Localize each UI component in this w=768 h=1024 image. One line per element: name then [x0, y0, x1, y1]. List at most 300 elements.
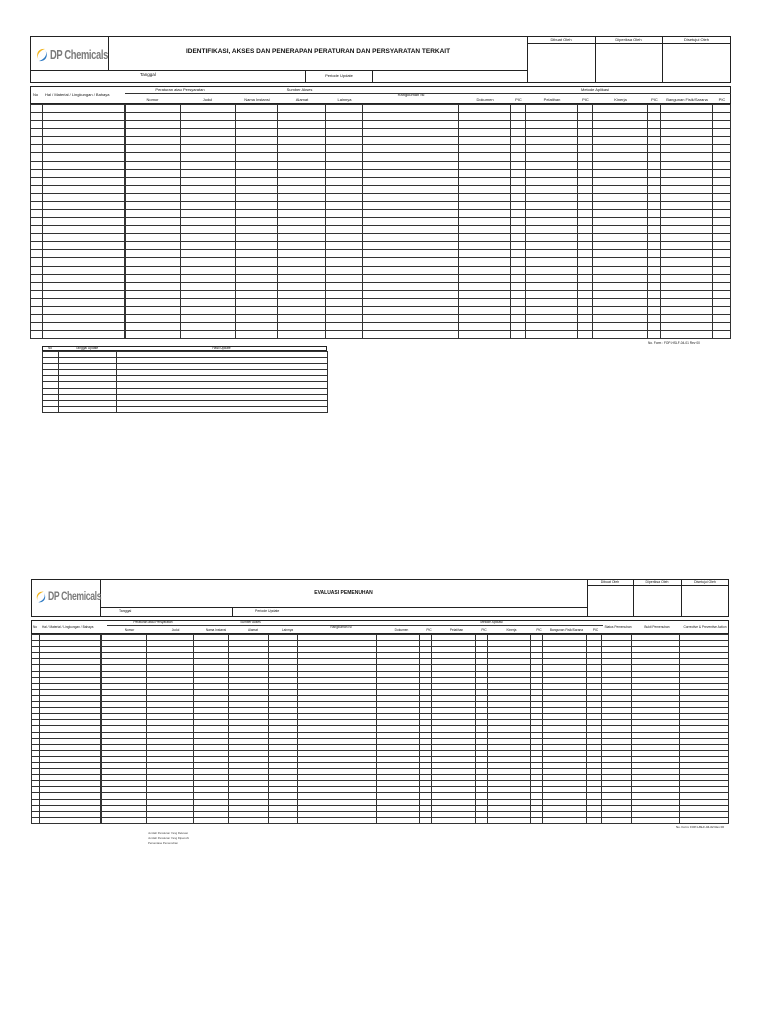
form1-table-cell[interactable]: [43, 306, 125, 314]
form1-table-cell[interactable]: [525, 121, 577, 129]
form1-table-cell[interactable]: [458, 226, 510, 234]
form1-table-cell[interactable]: [278, 266, 326, 274]
form1-table-cell[interactable]: [660, 201, 712, 209]
form1-table-cell[interactable]: [31, 177, 43, 185]
form1-table-cell[interactable]: [647, 210, 660, 218]
form2-table-cell[interactable]: [298, 817, 377, 823]
form1-table-cell[interactable]: [525, 193, 577, 201]
form1-table-cell[interactable]: [278, 145, 326, 153]
form1-table-cell[interactable]: [126, 177, 181, 185]
form1-table-cell[interactable]: [525, 250, 577, 258]
form1-table-cell[interactable]: [577, 331, 592, 339]
form1-table-cell[interactable]: [278, 306, 326, 314]
form1-table-cell[interactable]: [510, 185, 525, 193]
form1-table-cell[interactable]: [181, 193, 236, 201]
form1-table-cell[interactable]: [31, 210, 43, 218]
form1-table-cell[interactable]: [31, 201, 43, 209]
form1-table-cell[interactable]: [363, 258, 458, 266]
form1-table-cell[interactable]: [577, 258, 592, 266]
form1-table-cell[interactable]: [592, 242, 647, 250]
form1-table-cell[interactable]: [577, 315, 592, 323]
form1-table-cell[interactable]: [278, 161, 326, 169]
form1-table-cell[interactable]: [278, 201, 326, 209]
form1-table-cell[interactable]: [660, 210, 712, 218]
form1-table-cell[interactable]: [660, 242, 712, 250]
form1-table-cell[interactable]: [660, 161, 712, 169]
form1-table-cell[interactable]: [510, 137, 525, 145]
form1-table-cell[interactable]: [181, 129, 236, 137]
form1-table-cell[interactable]: [43, 193, 125, 201]
form1-table-cell[interactable]: [458, 201, 510, 209]
form1-table-cell[interactable]: [43, 282, 125, 290]
form1-table-cell[interactable]: [525, 331, 577, 339]
form1-table-cell[interactable]: [181, 226, 236, 234]
form1-table-cell[interactable]: [126, 161, 181, 169]
form1-table-cell[interactable]: [126, 250, 181, 258]
form1-table-cell[interactable]: [278, 129, 326, 137]
form1-table-cell[interactable]: [181, 290, 236, 298]
form1-table-cell[interactable]: [647, 129, 660, 137]
form1-table-cell[interactable]: [31, 323, 43, 331]
form2-table-cell[interactable]: [432, 817, 475, 823]
form1-table-cell[interactable]: [577, 105, 592, 113]
form1-table-cell[interactable]: [647, 282, 660, 290]
form1-table-cell[interactable]: [126, 185, 181, 193]
form1-table-cell[interactable]: [126, 105, 181, 113]
form1-table-cell[interactable]: [458, 169, 510, 177]
form1-table-cell[interactable]: [326, 121, 363, 129]
form1-table-cell[interactable]: [647, 234, 660, 242]
form1-table-cell[interactable]: [278, 226, 326, 234]
form1-table-cell[interactable]: [592, 315, 647, 323]
form1-table-cell[interactable]: [181, 250, 236, 258]
form2-table-cell[interactable]: [601, 817, 631, 823]
form1-table-cell[interactable]: [363, 129, 458, 137]
form1-table-cell[interactable]: [510, 193, 525, 201]
form1-table-cell[interactable]: [577, 210, 592, 218]
form1-table-cell[interactable]: [510, 315, 525, 323]
form1-table-cell[interactable]: [43, 185, 125, 193]
form1-table-cell[interactable]: [712, 226, 730, 234]
form1-table-cell[interactable]: [126, 169, 181, 177]
form1-table-cell[interactable]: [510, 145, 525, 153]
form1-table-cell[interactable]: [31, 274, 43, 282]
form1-table-cell[interactable]: [660, 250, 712, 258]
form1-table-cell[interactable]: [31, 129, 43, 137]
form1-table-cell[interactable]: [181, 266, 236, 274]
form1-table-cell[interactable]: [278, 250, 326, 258]
form1-table-cell[interactable]: [458, 137, 510, 145]
form1-table-cell[interactable]: [326, 210, 363, 218]
form1-table-cell[interactable]: [510, 242, 525, 250]
form1-table-cell[interactable]: [126, 323, 181, 331]
form1-table-cell[interactable]: [525, 210, 577, 218]
form1-table-cell[interactable]: [592, 113, 647, 121]
form1-table-cell[interactable]: [31, 234, 43, 242]
form1-table-cell[interactable]: [236, 121, 278, 129]
form1-table-cell[interactable]: [236, 234, 278, 242]
form1-table-cell[interactable]: [43, 169, 125, 177]
form1-table-cell[interactable]: [363, 290, 458, 298]
form1-table-cell[interactable]: [647, 145, 660, 153]
form1-table-cell[interactable]: [592, 250, 647, 258]
form1-table-cell[interactable]: [647, 121, 660, 129]
form1-table-cell[interactable]: [181, 145, 236, 153]
form1-table-cell[interactable]: [458, 185, 510, 193]
form1-table-cell[interactable]: [577, 129, 592, 137]
form1-table-cell[interactable]: [525, 282, 577, 290]
form1-table-cell[interactable]: [458, 331, 510, 339]
form1-table-cell[interactable]: [577, 177, 592, 185]
form1-table-cell[interactable]: [43, 153, 125, 161]
form1-table-cell[interactable]: [326, 177, 363, 185]
form1-table-cell[interactable]: [236, 129, 278, 137]
form1-table-cell[interactable]: [326, 161, 363, 169]
form1-table-cell[interactable]: [363, 193, 458, 201]
form1-table-cell[interactable]: [363, 274, 458, 282]
form1-table-cell[interactable]: [236, 105, 278, 113]
form1-table-cell[interactable]: [126, 306, 181, 314]
form1-table-cell[interactable]: [236, 258, 278, 266]
form1-table-cell[interactable]: [181, 185, 236, 193]
form1-table-cell[interactable]: [126, 193, 181, 201]
form1-table-cell[interactable]: [458, 105, 510, 113]
form1-table-cell[interactable]: [592, 274, 647, 282]
form1-table-cell[interactable]: [510, 290, 525, 298]
form1-table-cell[interactable]: [712, 161, 730, 169]
form1-table-cell[interactable]: [31, 242, 43, 250]
form1-table-cell[interactable]: [31, 258, 43, 266]
form1-table-cell[interactable]: [126, 258, 181, 266]
form1-table-cell[interactable]: [181, 274, 236, 282]
form1-table-cell[interactable]: [712, 129, 730, 137]
form1-table-cell[interactable]: [458, 274, 510, 282]
form1-table-cell[interactable]: [712, 258, 730, 266]
form1-table-cell[interactable]: [363, 323, 458, 331]
form1-table-cell[interactable]: [236, 210, 278, 218]
form1-table-cell[interactable]: [592, 331, 647, 339]
form1-table-cell[interactable]: [458, 145, 510, 153]
form2-table-cell[interactable]: [146, 817, 193, 823]
form1-table-cell[interactable]: [510, 121, 525, 129]
form1-table-cell[interactable]: [660, 282, 712, 290]
form1-table-cell[interactable]: [43, 105, 125, 113]
form1-table-cell[interactable]: [236, 274, 278, 282]
form1-table-cell[interactable]: [577, 145, 592, 153]
form1-table-cell[interactable]: [592, 282, 647, 290]
form1-table-cell[interactable]: [525, 290, 577, 298]
form1-table-cell[interactable]: [326, 129, 363, 137]
form1-table-cell[interactable]: [458, 218, 510, 226]
form1-table-cell[interactable]: [577, 153, 592, 161]
form1-table-cell[interactable]: [126, 266, 181, 274]
form1-table-cell[interactable]: [278, 137, 326, 145]
form1-table-cell[interactable]: [181, 306, 236, 314]
form1-table-cell[interactable]: [278, 153, 326, 161]
form1-table-cell[interactable]: [181, 234, 236, 242]
form1-table-cell[interactable]: [363, 169, 458, 177]
form1-table-cell[interactable]: [458, 298, 510, 306]
form1-table-cell[interactable]: [363, 298, 458, 306]
form1-table-cell[interactable]: [525, 306, 577, 314]
form1-table-cell[interactable]: [647, 274, 660, 282]
form1-table-cell[interactable]: [525, 218, 577, 226]
form1-table-cell[interactable]: [660, 193, 712, 201]
form1-table-cell[interactable]: [181, 258, 236, 266]
form1-table-cell[interactable]: [660, 169, 712, 177]
form1-table-cell[interactable]: [326, 201, 363, 209]
form1-table-cell[interactable]: [236, 137, 278, 145]
form1-table-cell[interactable]: [647, 185, 660, 193]
form1-table-cell[interactable]: [236, 169, 278, 177]
form1-table-cell[interactable]: [525, 274, 577, 282]
form1-table-cell[interactable]: [31, 153, 43, 161]
form1-table-cell[interactable]: [236, 185, 278, 193]
form1-table-cell[interactable]: [326, 113, 363, 121]
form1-table-cell[interactable]: [660, 185, 712, 193]
form1-table-cell[interactable]: [363, 113, 458, 121]
form1-table-cell[interactable]: [43, 298, 125, 306]
form1-table-cell[interactable]: [363, 306, 458, 314]
form1-table-cell[interactable]: [458, 250, 510, 258]
form1-table-cell[interactable]: [126, 242, 181, 250]
form1-table-cell[interactable]: [712, 274, 730, 282]
form1-table-cell[interactable]: [660, 258, 712, 266]
form1-table-cell[interactable]: [363, 331, 458, 339]
form1-table-cell[interactable]: [326, 137, 363, 145]
form1-table-cell[interactable]: [525, 258, 577, 266]
form1-table-cell[interactable]: [525, 113, 577, 121]
form1-table-cell[interactable]: [577, 121, 592, 129]
form1-table-cell[interactable]: [647, 169, 660, 177]
form1-table-cell[interactable]: [660, 315, 712, 323]
form2-table-cell[interactable]: [269, 817, 298, 823]
form1-table-cell[interactable]: [326, 193, 363, 201]
form1-table-cell[interactable]: [592, 218, 647, 226]
form1-table-cell[interactable]: [458, 193, 510, 201]
form1-table-cell[interactable]: [326, 282, 363, 290]
form1-table-cell[interactable]: [458, 315, 510, 323]
form1-table-cell[interactable]: [647, 137, 660, 145]
form1-table-cell[interactable]: [236, 145, 278, 153]
form1-table-cell[interactable]: [236, 290, 278, 298]
form1-table-cell[interactable]: [577, 266, 592, 274]
form1-table-cell[interactable]: [326, 145, 363, 153]
form1-table-cell[interactable]: [660, 306, 712, 314]
form1-table-cell[interactable]: [43, 266, 125, 274]
form1-table-cell[interactable]: [647, 331, 660, 339]
form1-table-cell[interactable]: [326, 169, 363, 177]
form1-table-cell[interactable]: [458, 282, 510, 290]
form1-table-cell[interactable]: [458, 210, 510, 218]
form1-table-cell[interactable]: [592, 121, 647, 129]
form1-table-cell[interactable]: [660, 331, 712, 339]
form1-table-cell[interactable]: [363, 250, 458, 258]
form1-table-cell[interactable]: [126, 298, 181, 306]
form1-table-cell[interactable]: [236, 282, 278, 290]
form1-table-cell[interactable]: [326, 226, 363, 234]
form1-table-cell[interactable]: [712, 210, 730, 218]
form1-table-cell[interactable]: [181, 177, 236, 185]
form1-table-cell[interactable]: [363, 315, 458, 323]
form1-table-cell[interactable]: [236, 113, 278, 121]
update-log-cell[interactable]: [43, 406, 59, 412]
form2-table-cell[interactable]: [40, 817, 101, 823]
form1-table-cell[interactable]: [181, 169, 236, 177]
form1-table-cell[interactable]: [712, 185, 730, 193]
form1-table-cell[interactable]: [712, 193, 730, 201]
form1-table-cell[interactable]: [236, 161, 278, 169]
form1-table-cell[interactable]: [326, 266, 363, 274]
form1-table-cell[interactable]: [647, 315, 660, 323]
form1-table-cell[interactable]: [363, 137, 458, 145]
form1-table-cell[interactable]: [363, 177, 458, 185]
form1-table-cell[interactable]: [525, 201, 577, 209]
form1-table-cell[interactable]: [712, 137, 730, 145]
form1-table-cell[interactable]: [43, 258, 125, 266]
form1-table-cell[interactable]: [43, 113, 125, 121]
form1-table-cell[interactable]: [458, 153, 510, 161]
form1-table-cell[interactable]: [712, 169, 730, 177]
form1-table-cell[interactable]: [326, 258, 363, 266]
form1-table-cell[interactable]: [647, 298, 660, 306]
form1-table-cell[interactable]: [712, 266, 730, 274]
form1-table-cell[interactable]: [278, 177, 326, 185]
form1-table-cell[interactable]: [43, 129, 125, 137]
form1-table-cell[interactable]: [712, 201, 730, 209]
form1-table-cell[interactable]: [647, 201, 660, 209]
form1-table-cell[interactable]: [278, 105, 326, 113]
form1-table-cell[interactable]: [660, 113, 712, 121]
form1-table-cell[interactable]: [660, 290, 712, 298]
form1-table-cell[interactable]: [510, 266, 525, 274]
form1-table-cell[interactable]: [510, 234, 525, 242]
form1-table-cell[interactable]: [647, 290, 660, 298]
form1-table-cell[interactable]: [510, 129, 525, 137]
form1-table-cell[interactable]: [525, 153, 577, 161]
form1-table-cell[interactable]: [278, 218, 326, 226]
form1-table-cell[interactable]: [660, 226, 712, 234]
form1-table-cell[interactable]: [592, 129, 647, 137]
form1-table-cell[interactable]: [458, 290, 510, 298]
form1-table-cell[interactable]: [458, 177, 510, 185]
form1-table-cell[interactable]: [525, 185, 577, 193]
form1-table-cell[interactable]: [126, 137, 181, 145]
form1-table-cell[interactable]: [525, 298, 577, 306]
form1-table-cell[interactable]: [43, 331, 125, 339]
form1-table-cell[interactable]: [592, 177, 647, 185]
form1-table-cell[interactable]: [592, 234, 647, 242]
form1-table-cell[interactable]: [278, 234, 326, 242]
form1-table-cell[interactable]: [31, 226, 43, 234]
form1-table-cell[interactable]: [31, 218, 43, 226]
form1-table-cell[interactable]: [647, 242, 660, 250]
form1-table-cell[interactable]: [31, 145, 43, 153]
form1-table-cell[interactable]: [458, 113, 510, 121]
form1-table-cell[interactable]: [712, 105, 730, 113]
form1-table-cell[interactable]: [712, 331, 730, 339]
form1-table-cell[interactable]: [525, 137, 577, 145]
form1-table-cell[interactable]: [363, 201, 458, 209]
form1-table-cell[interactable]: [236, 201, 278, 209]
form1-table-cell[interactable]: [458, 306, 510, 314]
form1-table-cell[interactable]: [510, 201, 525, 209]
form1-table-cell[interactable]: [712, 242, 730, 250]
form1-table-cell[interactable]: [712, 306, 730, 314]
form1-table-cell[interactable]: [712, 218, 730, 226]
form1-table-cell[interactable]: [236, 315, 278, 323]
form1-table-cell[interactable]: [326, 250, 363, 258]
form1-table-cell[interactable]: [647, 226, 660, 234]
form1-table-cell[interactable]: [326, 331, 363, 339]
form1-table-cell[interactable]: [577, 113, 592, 121]
form1-table-cell[interactable]: [510, 258, 525, 266]
form1-table-cell[interactable]: [577, 226, 592, 234]
form1-table-cell[interactable]: [577, 201, 592, 209]
form1-table-cell[interactable]: [181, 323, 236, 331]
form1-table-cell[interactable]: [577, 242, 592, 250]
form2-table-cell[interactable]: [475, 817, 487, 823]
form1-table-cell[interactable]: [326, 105, 363, 113]
form1-table-cell[interactable]: [278, 315, 326, 323]
form2-table-cell[interactable]: [543, 817, 586, 823]
form1-table-cell[interactable]: [278, 121, 326, 129]
form1-table-cell[interactable]: [712, 282, 730, 290]
form1-table-cell[interactable]: [181, 210, 236, 218]
form2-table-cell[interactable]: [228, 817, 268, 823]
form1-table-cell[interactable]: [525, 315, 577, 323]
form1-table-cell[interactable]: [510, 282, 525, 290]
form1-table-cell[interactable]: [525, 234, 577, 242]
form1-table-cell[interactable]: [31, 306, 43, 314]
form1-table-cell[interactable]: [181, 121, 236, 129]
form1-table-cell[interactable]: [43, 226, 125, 234]
form2-table-cell[interactable]: [194, 817, 228, 823]
form1-table-cell[interactable]: [660, 298, 712, 306]
form1-table-cell[interactable]: [43, 274, 125, 282]
form1-table-cell[interactable]: [712, 234, 730, 242]
form1-table-cell[interactable]: [647, 193, 660, 201]
form1-table-cell[interactable]: [236, 177, 278, 185]
form1-table-cell[interactable]: [181, 315, 236, 323]
form1-table-cell[interactable]: [43, 242, 125, 250]
form1-table-cell[interactable]: [31, 290, 43, 298]
form1-table-cell[interactable]: [43, 201, 125, 209]
form1-table-cell[interactable]: [458, 242, 510, 250]
form1-table-cell[interactable]: [278, 258, 326, 266]
form1-table-cell[interactable]: [31, 282, 43, 290]
form1-table-cell[interactable]: [660, 153, 712, 161]
form1-table-cell[interactable]: [577, 169, 592, 177]
form1-table-cell[interactable]: [660, 266, 712, 274]
form1-table-cell[interactable]: [510, 306, 525, 314]
form1-table-cell[interactable]: [577, 193, 592, 201]
form1-table-cell[interactable]: [712, 323, 730, 331]
form1-table-cell[interactable]: [458, 234, 510, 242]
form1-table-cell[interactable]: [126, 129, 181, 137]
form1-table-cell[interactable]: [660, 177, 712, 185]
form1-table-cell[interactable]: [510, 153, 525, 161]
form1-table-cell[interactable]: [660, 145, 712, 153]
form1-table-cell[interactable]: [43, 177, 125, 185]
form1-table-cell[interactable]: [278, 323, 326, 331]
form1-table-cell[interactable]: [326, 290, 363, 298]
form1-table-cell[interactable]: [577, 234, 592, 242]
form1-table-cell[interactable]: [525, 177, 577, 185]
form1-table-cell[interactable]: [458, 266, 510, 274]
form1-table-cell[interactable]: [326, 185, 363, 193]
form1-table-cell[interactable]: [577, 161, 592, 169]
